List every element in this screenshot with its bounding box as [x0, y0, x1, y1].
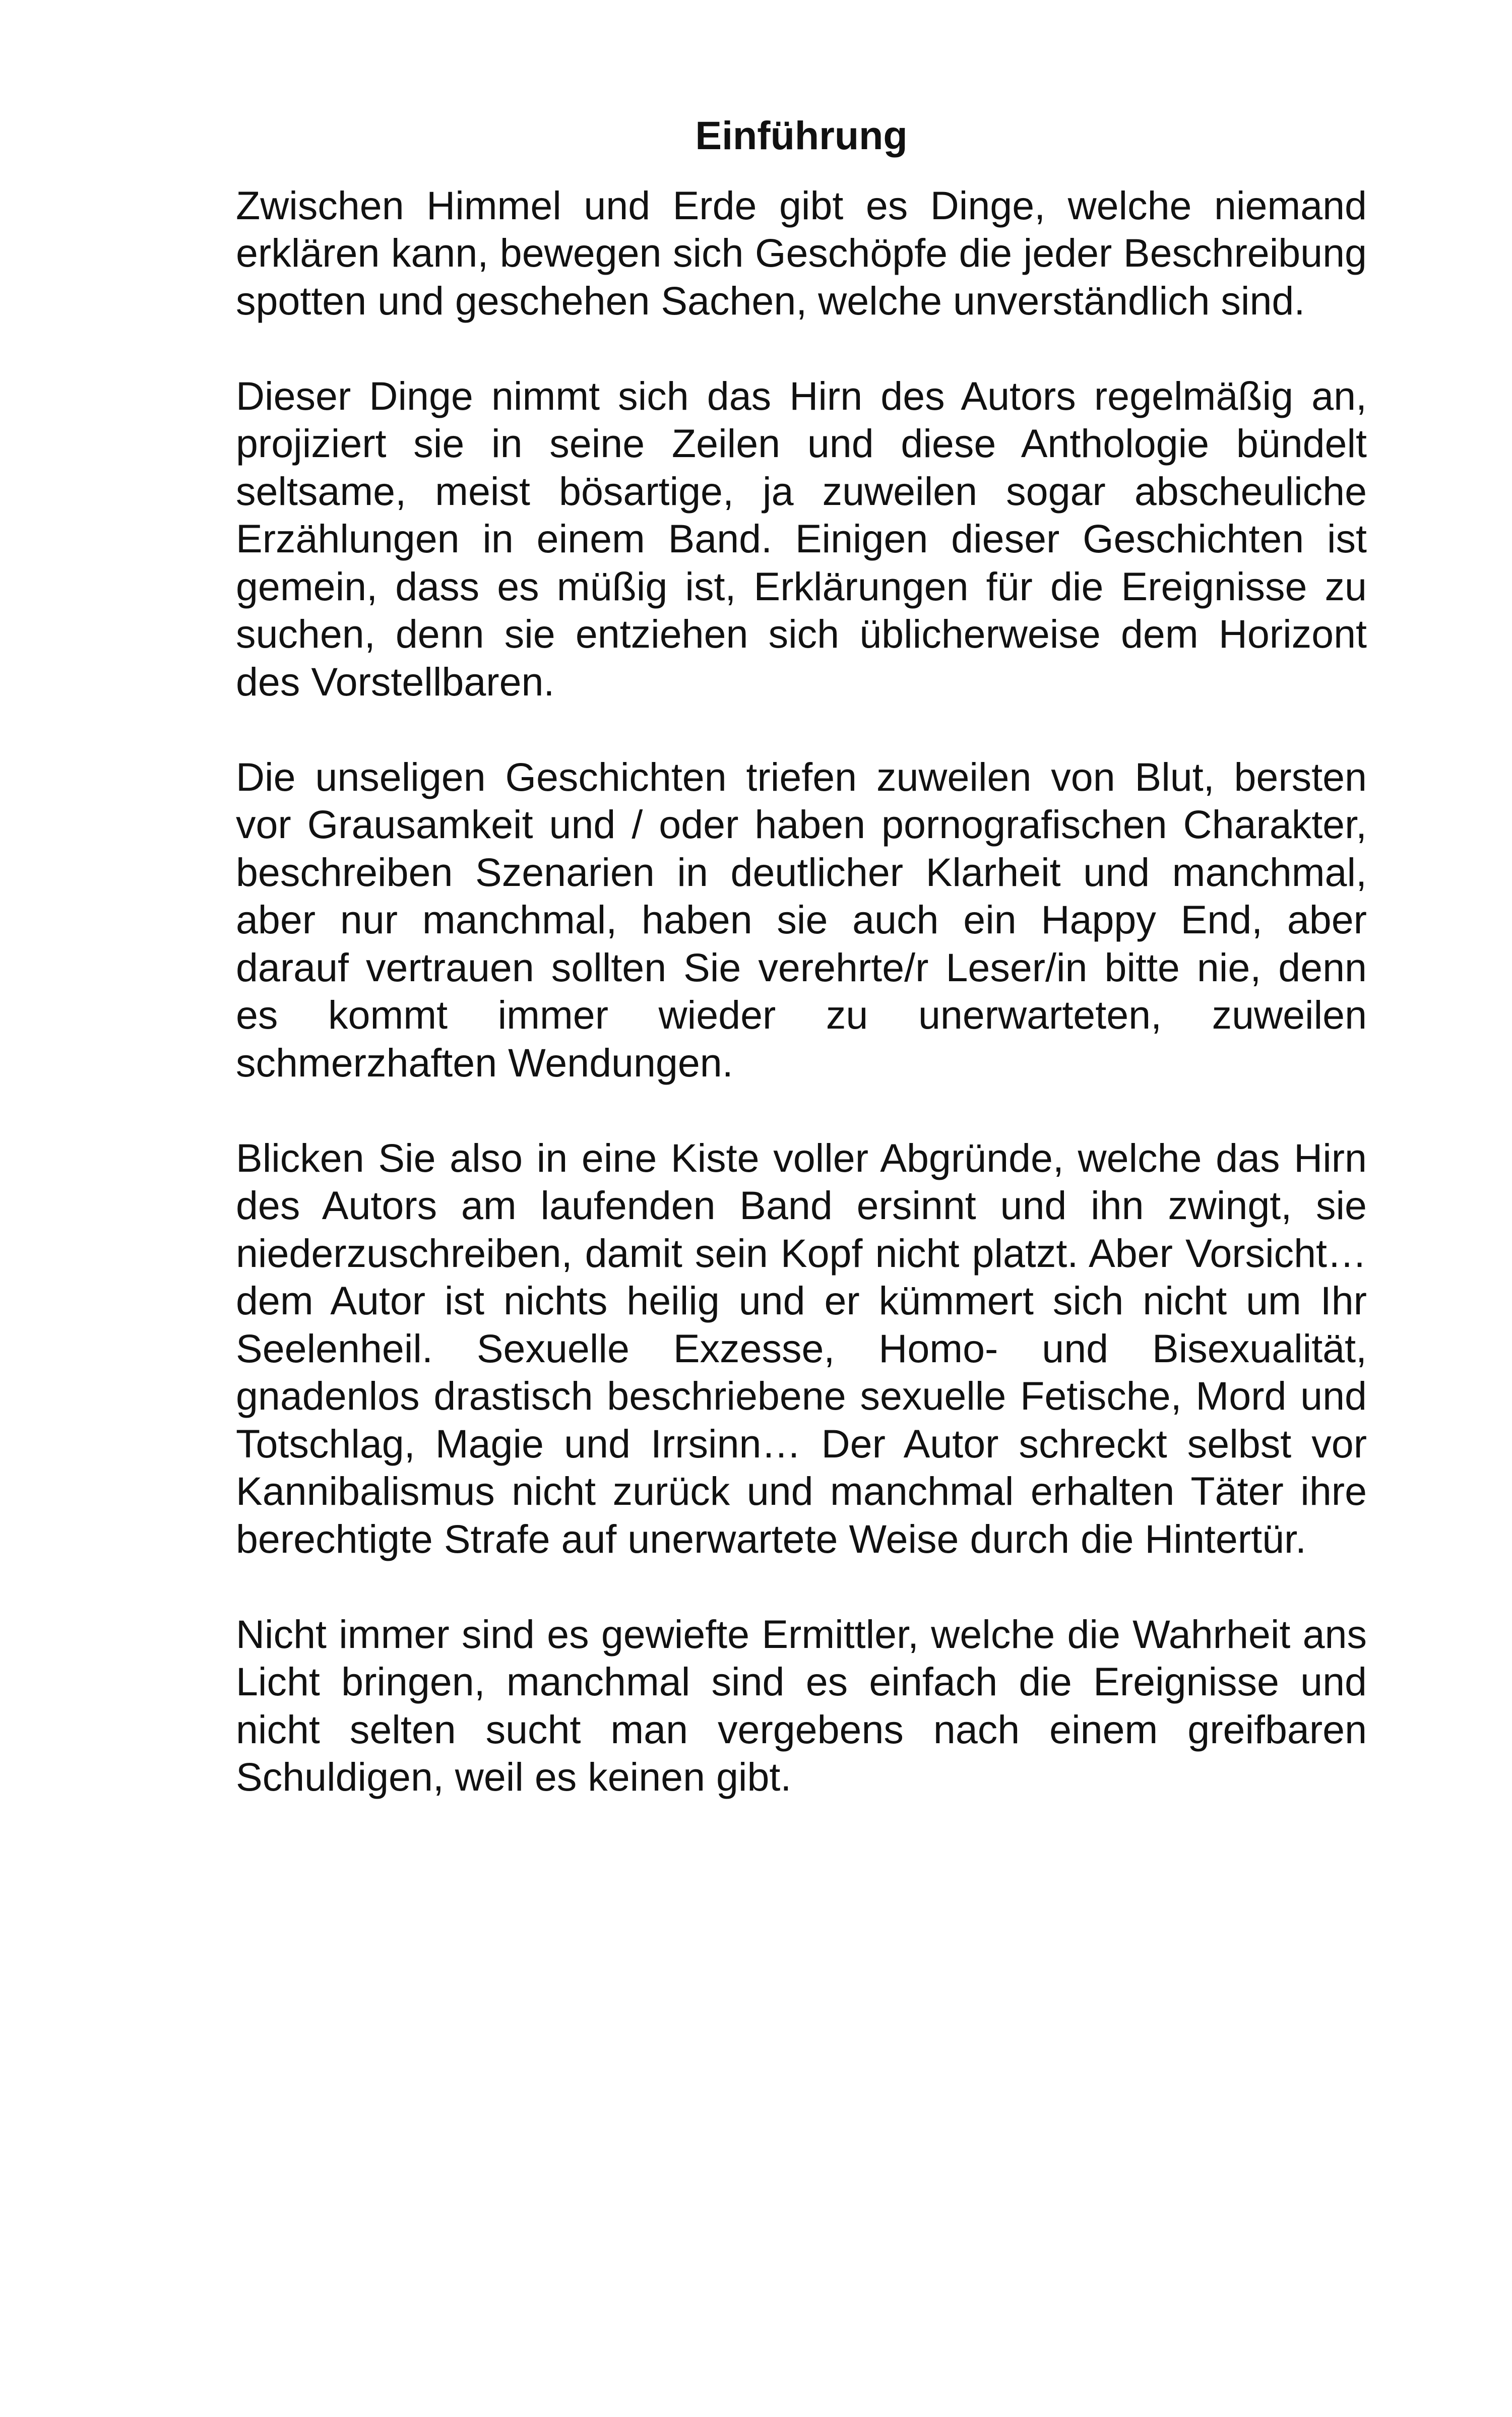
paragraph-3: Die unseligen Geschichten triefen zuweilen von Blut, bersten vor Grausamkeit und / oder haben pornografischen Charakter, beschreiben Szenarien in deutlicher Klarheit und manchmal, aber nur manchmal, haben sie auch ein Happy End, aber darauf vertrauen sollten Sie verehrte/r Leser/in bitte nie, denn es kommt immer wieder zu unerwarteten, zuweilen schmerzhaften Wendungen.	[236, 754, 1367, 1085]
paragraph-5: Nicht immer sind es gewiefte Ermittler, welche die Wahrheit ans Licht bringen, manchmal sind es einfach die Ereignisse und nicht selten sucht man vergebens nach einem greifbaren Schuldigen, weil es keinen gibt.	[236, 1611, 1367, 1799]
page-title: Einführung	[695, 113, 908, 158]
paragraph-2: Dieser Dinge nimmt sich das Hirn des Autors regelmäßig an, projiziert sie in seine Zeilen und diese Anthologie bündelt seltsame, meist bösartige, ja zuweilen sogar abscheuliche Erzählungen in einem Band. Einigen dieser Geschichten ist gemein, dass es müßig ist, Erklärungen für die Ereignisse zu suchen, denn sie entziehen sich üblicherweise dem Horizont des Vorstellbaren.	[236, 373, 1367, 704]
paragraph-4: Blicken Sie also in eine Kiste voller Abgründe, welche das Hirn des Autors am laufenden Band ersinnt und ihn zwingt, sie niederzuschreiben, damit sein Kopf nicht platzt. Aber Vorsicht… dem Autor ist nichts heilig und er kümmert sich nicht um Ihr Seelenheil. Sexuelle Exzesse, Homo- und Bisexualität, gnadenlos drastisch beschriebene sexuelle Fetische, Mord und Totschlag, Magie und Irrsinn… Der Autor schreckt selbst vor Kannibalismus nicht zurück und manchmal erhalten Täter ihre berechtigte Strafe auf unerwartete Weise durch die Hintertür.	[236, 1135, 1367, 1561]
document-body	[236, 112, 1367, 1849]
paragraph-1: Zwischen Himmel und Erde gibt es Dinge, welche niemand erklären kann, bewegen sich Geschöpfe die jeder Beschreibung spotten und geschehen Sachen, welche unverständlich sind.	[236, 182, 1367, 323]
